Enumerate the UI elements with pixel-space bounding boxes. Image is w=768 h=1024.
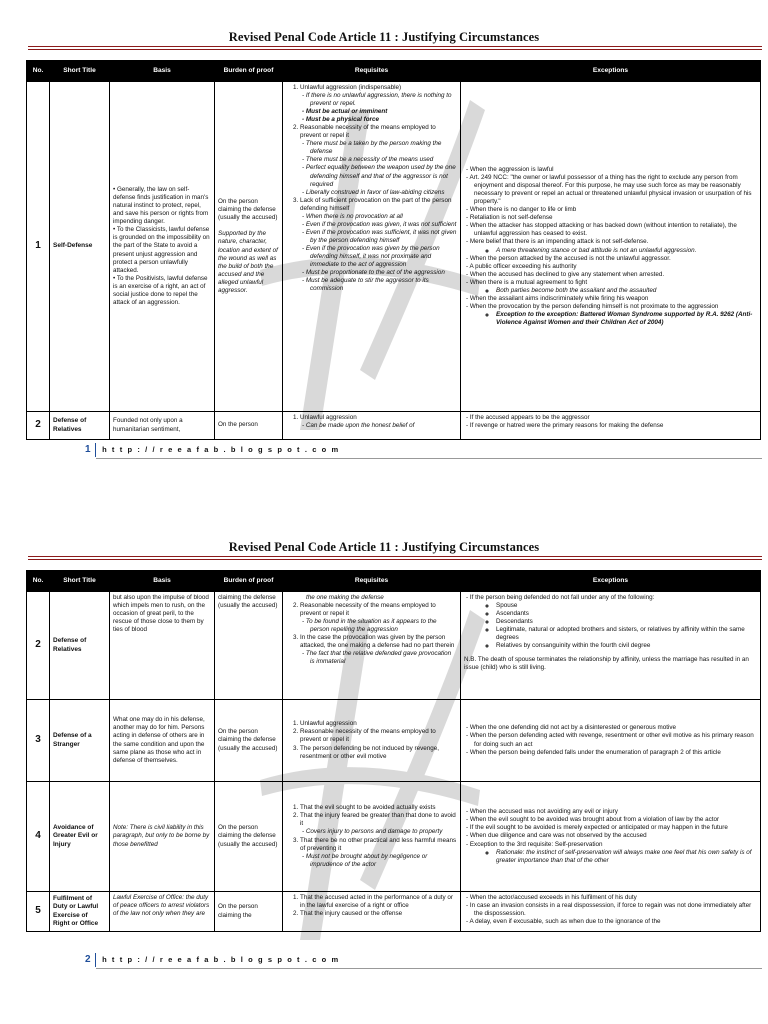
table-row: 5 Fulfilment of Duty or Lawful Exercise of Right or Office Lawful Exercise of Office: the duty of peace officers to arrest violators of the law not only when they are On the person claiming the 1. That the accused acted in the performance of a duty or in the lawful exercise of a right or office 2. That the injury caused or the offense - When the actor/accused exceeds in his fulfilment of his duty - In case an invasion consists in a real dispossession, if force to regain was not done immediately after the dispossession. - A delay, even if excusable, such as when due to the ignorance of the (27, 892, 761, 932)
row-burden (215, 82, 283, 412)
table-row: 2 Defense of Relatives but also upon the impulse of blood which impels men to rush, on the occasion of great peril, to the rescue of those close to them by ties of blood claiming the defense (usually the accused) the one making the defense 2. Reasonable necessity of the means employed to prevent or repel it - To be found in the situation as it appears to the person repelling the aggression 3. In the case the provocation was given by the person attacked, the one making a defense had no part therein - The fact that the relative defended gave provocation is immaterial - If the person being defended do not fall under any of the following: ◦ Spouse ◦ Ascendants ◦ Descendants ◦ Legitimate, natural or adopted brothers and sisters, or relatives by affinity within the same degrees ◦ Relatives by consanguinity within the fourth civil degree N.B. The death of spouse terminates the relationship by affinity, unless the marriage has resulted in an issue (child) who is still living. (27, 592, 761, 700)
basis-text: • Generally, the law on self-defense finds justification in man's natural instinct to protect, repel, and save his person or rights from impending danger. • To the Classicists, lawful defense is grounded on the impossibility on the part of the State to avoid a present unjust aggression and protect a person unlawfully attacked. • To the Positivists, lawful defense is an exercise of a right, an act of social justice done to repel the attack of an aggression. (113, 186, 210, 306)
col-exceptions: Exceptions (461, 61, 761, 82)
row-requisites (283, 82, 461, 412)
page-title: Revised Penal Code Article 11 : Justifying Circumstances (228, 540, 540, 554)
table-row: 4 Avoidance of Greater Evil or Injury Note: There is civil liability in this paragraph, but only to be borne by those benefitted On the person claiming the defense (usually the accused) 1. That the evil sought to be avoided actually exists 2. That the injury feared be greater than that done to avoid it - Covers injury to persons and damage to property 3. That there be no other practical and less harmful means of preventing it - Must not be brought about by negligence or imprudence of the actor - When the accused was not avoiding any evil or injury - When the evil sought to be avoided was brought about from a violation of law by the actor - If the evil sought to be avoided is merely expected or anticipated or may happen in the future - When due diligence and care was not observed by the accused - Exception to the 3rd requisite: Self-preservation ◦ Rationale: the instinct of self-preservation will always make one feel that his own safety is of greater importance than that of the other (27, 782, 761, 892)
row-short-title: Self-Defense (50, 82, 110, 412)
burden-text: On the person claiming the defense (usually the accused) (218, 198, 278, 222)
page-title: Revised Penal Code Article 11 : Justifying Circumstances (228, 30, 540, 44)
row-basis (110, 82, 215, 412)
page-1 (0, 0, 768, 500)
col-short-title: Short Title (50, 61, 110, 82)
footer-rule (96, 458, 762, 459)
col-requisites: Requisites (283, 61, 461, 82)
title-rule (28, 556, 762, 557)
requisite-item: 1. Unlawful aggression (indispensable) - If there is no unlawful aggression, there is nothing to prevent or repel. - Must be actual or imminent - Must be a physical force (300, 84, 457, 124)
col-burden: Burden of proof (215, 61, 283, 82)
requisite-item: 2. Reasonable necessity of the means employed to prevent or repel it - There must be a taken by the person making the defense - There must be a necessity of the means used - Perfect equality between the weapon used by the one defending himself and that of the aggressor is not required - Liberally construed in favor of law-abiding citizens (300, 124, 457, 196)
footer-rule (96, 968, 762, 969)
page-2 (0, 510, 768, 1010)
table-row (27, 82, 761, 412)
burden-note: Supported by the nature, character, location and extent of the wound as well as the build of both the accused and the alleged unlawful aggressor. (218, 230, 278, 294)
footer-link[interactable]: 2 h t t p : / / r e e a f a b . b l o g s p o t . c o m (85, 953, 340, 967)
col-no: No. (27, 61, 50, 82)
requisite-item: 3. Lack of sufficient provocation on the part of the person defending himself - When there is no provocation at all - Even if the provocation was given, it was not sufficient - Even if the provocation was sufficient, it was not given by the person defending himself - Even if the provocation was given by the person defending himself, it was not proximate and immediate to the act of aggression - Must be proportionate to the act of the aggression - Must be adequate to stir the aggressor to its commission (300, 197, 457, 294)
table-header-row: No. Short Title Basis Burden of proof Requisites Exceptions (27, 571, 761, 592)
row-number: 1 (27, 82, 50, 412)
requisites-table (26, 60, 761, 440)
row-exceptions: - When the aggression is lawful - Art. 249 NCC: "the owner or lawful possessor of a thing has the right to exclude any person from enjoyment and disposal thereof. For this purpose, he may use such force as may be reasonably necessary to prevent or repel an actual or threatened unlawful physical invasion or usurpation of his property." - When there is no danger to life or limb - Retaliation is not self-defense - When the attacker has stopped attacking or has backed down (without intention to retaliate), the unlawful aggression has ceased to exist. - Mere belief that there is an impending attack is not self-defense. ◦ A mere threatening stance or bad attitude is not an unlawful aggression. - When the person attacked by the accused is not the unlawful aggressor. - A public officer exceeding his authority - When the accused has declined to give any statement when arrested. - When there is a mutual agreement to fight ◦ Both parties become both the assailant and the assaulted - When the assailant aims indiscriminately while firing his weapon - When the provocation by the person defending himself is not proximate to the aggression ◦ Exception to the exception: Battered Woman Syndrome supported by R.A. 9262 (Anti-Violence Against Women and their Children Act of 2004) (461, 82, 761, 412)
table-row: 3 Defense of a Stranger What one may do in his defense, another may do for him. Persons acting in defense of others are in the same condition and upon the same plane as those who act in defense of themselves. On the person claiming the defense (usually the accused) 1. Unlawful aggression 2. Reasonable necessity of the means employed to prevent or repel it 3. The person defending be not induced by revenge, resentment or other evil motive - When the one defending did not act by a disinterested or generous motive - When the person defending acted with revenge, resentment or other evil motive as his primary reason for doing such an act - When the person being defended falls under the enumeration of paragraph 2 of this article (27, 700, 761, 782)
title-rule-thin (28, 559, 762, 560)
title-rule (28, 46, 762, 47)
col-basis: Basis (110, 61, 215, 82)
title-rule-thin (28, 49, 762, 50)
requisites-table (26, 570, 761, 932)
table-header-row (27, 61, 761, 82)
footer-link[interactable]: 1 h t t p : / / r e e a f a b . b l o g s p o t . c o m (85, 443, 340, 457)
table-row: 2 Defense of Relatives Founded not only upon a humanitarian sentiment, On the person 1. Unlawful aggression - Can be made upon the honest belief of - If the accused appears to be the aggressor - If revenge or hatred were the primary reasons for making the defense (27, 412, 761, 440)
